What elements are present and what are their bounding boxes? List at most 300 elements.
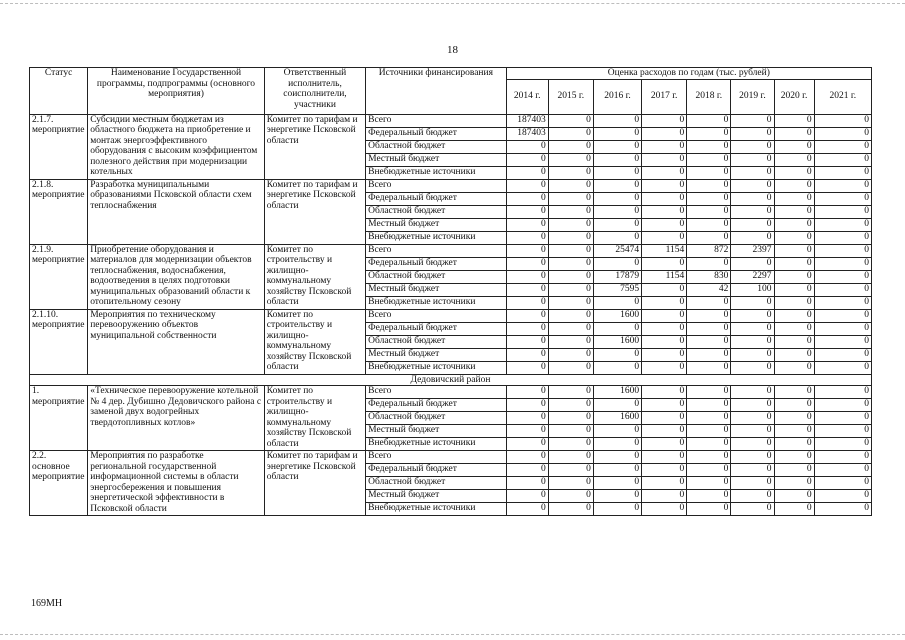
value-cell: 0 [687, 218, 731, 231]
value-cell: 0 [548, 451, 593, 464]
value-cell: 0 [731, 361, 774, 374]
source-cell: Всего [366, 386, 506, 399]
value-cell: 0 [593, 361, 641, 374]
value-cell: 0 [506, 386, 548, 399]
value-cell: 0 [814, 503, 871, 516]
value-cell: 0 [687, 179, 731, 192]
value-cell: 0 [642, 425, 687, 438]
value-cell: 0 [548, 257, 593, 270]
value-cell: 1600 [593, 386, 641, 399]
executor-cell: Комитет по тарифам и энергетике Псковской области [264, 179, 365, 244]
value-cell: 0 [814, 270, 871, 283]
value-cell: 0 [731, 425, 774, 438]
district-label: Дедовичский район [30, 374, 872, 386]
value-cell: 0 [642, 477, 687, 490]
value-cell: 0 [687, 490, 731, 503]
measure-name-cell: Приобретение оборудования и материалов для модернизации объектов теплоснабжения, водоснабжения, водоотведения в целях подготовки муниципальных образований области к отопительному сезону [88, 244, 265, 309]
table-row [30, 386, 872, 399]
header-year: 2015 г. [548, 79, 593, 114]
source-cell: Всего [366, 451, 506, 464]
value-cell: 0 [506, 399, 548, 412]
value-cell: 0 [506, 270, 548, 283]
value-cell: 0 [814, 218, 871, 231]
value-cell: 0 [506, 425, 548, 438]
value-cell: 187403 [506, 114, 548, 127]
value-cell: 100 [731, 283, 774, 296]
value-cell: 0 [774, 451, 814, 464]
header-name: Наименование Государственной программы, подпрограммы (основного мероприятия) [88, 68, 265, 115]
value-cell: 0 [774, 283, 814, 296]
source-cell: Местный бюджет [366, 218, 506, 231]
status-cell: 2.1.10. мероприятие [30, 309, 88, 374]
source-cell: Всего [366, 244, 506, 257]
source-cell: Местный бюджет [366, 153, 506, 166]
table-row [30, 451, 872, 464]
value-cell: 0 [814, 283, 871, 296]
value-cell: 0 [731, 257, 774, 270]
value-cell: 0 [814, 477, 871, 490]
value-cell: 0 [687, 153, 731, 166]
value-cell: 0 [814, 309, 871, 322]
value-cell: 0 [548, 309, 593, 322]
value-cell: 0 [548, 244, 593, 257]
value-cell: 0 [593, 153, 641, 166]
value-cell: 2297 [731, 270, 774, 283]
value-cell: 0 [548, 438, 593, 451]
value-cell: 0 [548, 296, 593, 309]
source-cell: Всего [366, 114, 506, 127]
value-cell: 0 [548, 399, 593, 412]
scan-edge-bottom [0, 634, 905, 635]
value-cell: 0 [731, 296, 774, 309]
value-cell: 0 [506, 438, 548, 451]
value-cell: 0 [687, 438, 731, 451]
value-cell: 0 [774, 218, 814, 231]
value-cell: 17879 [593, 270, 641, 283]
value-cell: 0 [506, 335, 548, 348]
value-cell: 0 [774, 179, 814, 192]
value-cell: 0 [593, 140, 641, 153]
value-cell: 0 [506, 218, 548, 231]
value-cell: 1600 [593, 412, 641, 425]
value-cell: 0 [548, 166, 593, 179]
value-cell: 0 [506, 477, 548, 490]
measure-name-cell: Разработка муниципальными образованиями Псковской области схем теплоснабжения [88, 179, 265, 244]
value-cell: 0 [593, 205, 641, 218]
header-year: 2014 г. [506, 79, 548, 114]
value-cell: 0 [731, 348, 774, 361]
value-cell: 0 [642, 464, 687, 477]
value-cell: 0 [814, 140, 871, 153]
source-cell: Областной бюджет [366, 270, 506, 283]
source-cell: Федеральный бюджет [366, 322, 506, 335]
source-cell: Федеральный бюджет [366, 257, 506, 270]
measure-name-cell: «Техническое перевооружение котельной № 4 дер. Дубишно Дедовичского района с заменой двух водогрейных твердотопливных котлов» [88, 386, 265, 451]
value-cell: 0 [642, 283, 687, 296]
district-row [30, 374, 872, 386]
value-cell: 0 [774, 166, 814, 179]
footer-code: 169МН [31, 598, 63, 609]
value-cell: 0 [548, 283, 593, 296]
value-cell: 0 [548, 425, 593, 438]
value-cell: 0 [687, 296, 731, 309]
value-cell: 0 [642, 503, 687, 516]
source-cell: Областной бюджет [366, 140, 506, 153]
value-cell: 0 [642, 205, 687, 218]
executor-cell: Комитет по тарифам и энергетике Псковской области [264, 451, 365, 516]
value-cell: 0 [731, 490, 774, 503]
value-cell: 0 [774, 153, 814, 166]
value-cell: 0 [593, 192, 641, 205]
value-cell: 0 [687, 166, 731, 179]
value-cell: 0 [731, 464, 774, 477]
header-year: 2020 г. [774, 79, 814, 114]
source-cell: Внебюджетные источники [366, 166, 506, 179]
value-cell: 0 [774, 490, 814, 503]
value-cell: 0 [642, 386, 687, 399]
value-cell: 0 [774, 205, 814, 218]
value-cell: 0 [506, 296, 548, 309]
value-cell: 0 [506, 322, 548, 335]
value-cell: 0 [774, 114, 814, 127]
value-cell: 0 [687, 140, 731, 153]
value-cell: 0 [814, 322, 871, 335]
table-body [30, 114, 872, 516]
value-cell: 0 [593, 231, 641, 244]
value-cell: 0 [731, 231, 774, 244]
value-cell: 0 [548, 412, 593, 425]
value-cell: 0 [506, 309, 548, 322]
value-cell: 0 [731, 451, 774, 464]
value-cell: 0 [814, 490, 871, 503]
value-cell: 0 [774, 361, 814, 374]
value-cell: 25474 [593, 244, 641, 257]
header-status: Статус [30, 68, 88, 115]
value-cell: 0 [642, 309, 687, 322]
value-cell: 0 [731, 438, 774, 451]
value-cell: 42 [687, 283, 731, 296]
value-cell: 0 [548, 114, 593, 127]
value-cell: 0 [642, 153, 687, 166]
executor-cell: Комитет по строительству и жилищно-коммунальному хозяйству Псковской области [264, 386, 365, 451]
value-cell: 0 [506, 231, 548, 244]
value-cell: 0 [548, 464, 593, 477]
value-cell: 0 [774, 425, 814, 438]
value-cell: 0 [642, 451, 687, 464]
value-cell: 0 [731, 127, 774, 140]
value-cell: 0 [731, 335, 774, 348]
value-cell: 1600 [593, 335, 641, 348]
source-cell: Внебюджетные источники [366, 438, 506, 451]
value-cell: 0 [687, 399, 731, 412]
value-cell: 0 [506, 503, 548, 516]
value-cell: 0 [642, 399, 687, 412]
value-cell: 0 [774, 386, 814, 399]
value-cell: 0 [814, 192, 871, 205]
value-cell: 0 [687, 464, 731, 477]
value-cell: 0 [506, 464, 548, 477]
executor-cell: Комитет по строительству и жилищно-коммунальному хозяйству Псковской области [264, 244, 365, 309]
table-row [30, 179, 872, 192]
value-cell: 0 [506, 205, 548, 218]
value-cell: 0 [506, 179, 548, 192]
value-cell: 0 [814, 296, 871, 309]
value-cell: 0 [593, 166, 641, 179]
value-cell: 0 [593, 218, 641, 231]
value-cell: 0 [774, 438, 814, 451]
source-cell: Федеральный бюджет [366, 464, 506, 477]
value-cell: 0 [593, 503, 641, 516]
source-cell: Федеральный бюджет [366, 127, 506, 140]
header-estimate: Оценка расходов по годам (тыс. рублей) [506, 68, 871, 80]
source-cell: Внебюджетные источники [366, 361, 506, 374]
value-cell: 7595 [593, 283, 641, 296]
value-cell: 0 [506, 348, 548, 361]
value-cell: 0 [687, 451, 731, 464]
expenditure-table [29, 67, 872, 516]
value-cell: 0 [814, 361, 871, 374]
value-cell: 0 [642, 348, 687, 361]
value-cell: 0 [731, 166, 774, 179]
executor-cell: Комитет по тарифам и энергетике Псковской области [264, 114, 365, 179]
value-cell: 0 [687, 425, 731, 438]
source-cell: Всего [366, 309, 506, 322]
value-cell: 0 [687, 231, 731, 244]
value-cell: 0 [774, 348, 814, 361]
header-year: 2019 г. [731, 79, 774, 114]
value-cell: 872 [687, 244, 731, 257]
value-cell: 0 [642, 412, 687, 425]
source-cell: Местный бюджет [366, 348, 506, 361]
source-cell: Внебюджетные источники [366, 231, 506, 244]
value-cell: 0 [774, 127, 814, 140]
value-cell: 0 [548, 348, 593, 361]
value-cell: 0 [548, 270, 593, 283]
header-year: 2021 г. [814, 79, 871, 114]
value-cell: 0 [548, 179, 593, 192]
measure-name-cell: Субсидии местным бюджетам из областного бюджета на приобретение и монтаж энергоэффективного оборудования с высоким коэффициентом полезного действия при модернизации котельных [88, 114, 265, 179]
value-cell: 0 [774, 244, 814, 257]
value-cell: 0 [593, 451, 641, 464]
value-cell: 0 [642, 231, 687, 244]
value-cell: 0 [774, 322, 814, 335]
value-cell: 0 [506, 451, 548, 464]
value-cell: 0 [731, 477, 774, 490]
value-cell: 0 [593, 425, 641, 438]
value-cell: 0 [506, 192, 548, 205]
value-cell: 0 [687, 127, 731, 140]
value-cell: 0 [593, 179, 641, 192]
value-cell: 0 [593, 477, 641, 490]
value-cell: 0 [506, 490, 548, 503]
value-cell: 0 [593, 296, 641, 309]
value-cell: 0 [548, 153, 593, 166]
source-cell: Областной бюджет [366, 335, 506, 348]
value-cell: 0 [548, 322, 593, 335]
value-cell: 0 [548, 477, 593, 490]
source-cell: Областной бюджет [366, 205, 506, 218]
status-cell: 2.2. основное мероприятие [30, 451, 88, 516]
value-cell: 0 [642, 179, 687, 192]
value-cell: 0 [548, 127, 593, 140]
value-cell: 0 [731, 114, 774, 127]
value-cell: 0 [774, 335, 814, 348]
value-cell: 0 [774, 270, 814, 283]
value-cell: 0 [774, 503, 814, 516]
page-number: 18 [447, 44, 458, 56]
value-cell: 0 [548, 192, 593, 205]
source-cell: Областной бюджет [366, 477, 506, 490]
value-cell: 0 [687, 257, 731, 270]
value-cell: 0 [814, 231, 871, 244]
table-row [30, 114, 872, 127]
value-cell: 0 [814, 412, 871, 425]
value-cell: 0 [506, 140, 548, 153]
source-cell: Внебюджетные источники [366, 503, 506, 516]
value-cell: 0 [814, 464, 871, 477]
value-cell: 0 [731, 322, 774, 335]
value-cell: 0 [687, 114, 731, 127]
value-cell: 0 [731, 192, 774, 205]
value-cell: 0 [642, 296, 687, 309]
table-header [30, 68, 872, 115]
value-cell: 0 [774, 309, 814, 322]
value-cell: 0 [814, 335, 871, 348]
value-cell: 0 [642, 490, 687, 503]
value-cell: 0 [731, 140, 774, 153]
value-cell: 830 [687, 270, 731, 283]
value-cell: 0 [642, 127, 687, 140]
value-cell: 0 [548, 503, 593, 516]
value-cell: 0 [774, 257, 814, 270]
value-cell: 0 [814, 386, 871, 399]
value-cell: 0 [687, 192, 731, 205]
value-cell: 0 [687, 309, 731, 322]
status-cell: 2.1.9. мероприятие [30, 244, 88, 309]
value-cell: 0 [548, 361, 593, 374]
value-cell: 0 [548, 218, 593, 231]
value-cell: 0 [687, 503, 731, 516]
value-cell: 0 [642, 114, 687, 127]
value-cell: 0 [548, 386, 593, 399]
status-cell: 2.1.8. мероприятие [30, 179, 88, 244]
value-cell: 0 [731, 399, 774, 412]
value-cell: 0 [593, 322, 641, 335]
value-cell: 0 [506, 244, 548, 257]
header-sources: Источники финансирования [366, 68, 506, 115]
value-cell: 0 [687, 205, 731, 218]
value-cell: 0 [506, 283, 548, 296]
value-cell: 0 [642, 192, 687, 205]
source-cell: Местный бюджет [366, 425, 506, 438]
value-cell: 0 [814, 425, 871, 438]
value-cell: 0 [548, 490, 593, 503]
value-cell: 0 [814, 399, 871, 412]
value-cell: 0 [506, 412, 548, 425]
value-cell: 0 [593, 257, 641, 270]
value-cell: 0 [814, 257, 871, 270]
value-cell: 0 [814, 179, 871, 192]
source-cell: Всего [366, 179, 506, 192]
value-cell: 0 [548, 335, 593, 348]
value-cell: 0 [548, 140, 593, 153]
value-cell: 0 [642, 218, 687, 231]
value-cell: 0 [593, 114, 641, 127]
value-cell: 0 [731, 179, 774, 192]
value-cell: 0 [506, 257, 548, 270]
value-cell: 0 [814, 166, 871, 179]
value-cell: 0 [814, 153, 871, 166]
value-cell: 0 [814, 244, 871, 257]
source-cell: Местный бюджет [366, 490, 506, 503]
value-cell: 0 [642, 438, 687, 451]
value-cell: 0 [642, 140, 687, 153]
value-cell: 0 [642, 322, 687, 335]
value-cell: 0 [731, 153, 774, 166]
value-cell: 0 [814, 114, 871, 127]
header-executor: Ответственный исполнитель, соисполнители, участники [264, 68, 365, 115]
value-cell: 0 [687, 361, 731, 374]
source-cell: Областной бюджет [366, 412, 506, 425]
value-cell: 0 [506, 166, 548, 179]
source-cell: Местный бюджет [366, 283, 506, 296]
value-cell: 0 [814, 348, 871, 361]
value-cell: 0 [687, 348, 731, 361]
value-cell: 0 [814, 205, 871, 218]
value-cell: 0 [774, 231, 814, 244]
source-cell: Федеральный бюджет [366, 192, 506, 205]
value-cell: 0 [642, 335, 687, 348]
value-cell: 0 [506, 361, 548, 374]
table-row [30, 309, 872, 322]
value-cell: 0 [593, 464, 641, 477]
value-cell: 0 [731, 412, 774, 425]
value-cell: 0 [642, 361, 687, 374]
header-year: 2018 г. [687, 79, 731, 114]
value-cell: 0 [774, 412, 814, 425]
scan-edge-top [0, 3, 905, 4]
value-cell: 0 [731, 309, 774, 322]
value-cell: 0 [642, 166, 687, 179]
value-cell: 2397 [731, 244, 774, 257]
header-year: 2017 г. [642, 79, 687, 114]
value-cell: 0 [593, 127, 641, 140]
source-cell: Федеральный бюджет [366, 399, 506, 412]
value-cell: 0 [774, 192, 814, 205]
value-cell: 0 [548, 231, 593, 244]
measure-name-cell: Мероприятия по техническому перевооружению объектов муниципальной собственности [88, 309, 265, 374]
status-cell: 1. мероприятие [30, 386, 88, 451]
value-cell: 0 [814, 451, 871, 464]
value-cell: 0 [814, 438, 871, 451]
value-cell: 187403 [506, 127, 548, 140]
value-cell: 0 [687, 386, 731, 399]
value-cell: 0 [731, 386, 774, 399]
value-cell: 0 [687, 477, 731, 490]
value-cell: 0 [548, 205, 593, 218]
value-cell: 0 [642, 257, 687, 270]
value-cell: 0 [774, 399, 814, 412]
measure-name-cell: Мероприятия по разработке региональной государственной информационной системы в области энергосбережения и повышения энергетической эффективности в Псковской области [88, 451, 265, 516]
header-year: 2016 г. [593, 79, 641, 114]
value-cell: 0 [814, 127, 871, 140]
value-cell: 0 [593, 490, 641, 503]
value-cell: 0 [731, 205, 774, 218]
value-cell: 0 [506, 153, 548, 166]
value-cell: 0 [774, 140, 814, 153]
value-cell: 0 [593, 438, 641, 451]
value-cell: 0 [774, 296, 814, 309]
